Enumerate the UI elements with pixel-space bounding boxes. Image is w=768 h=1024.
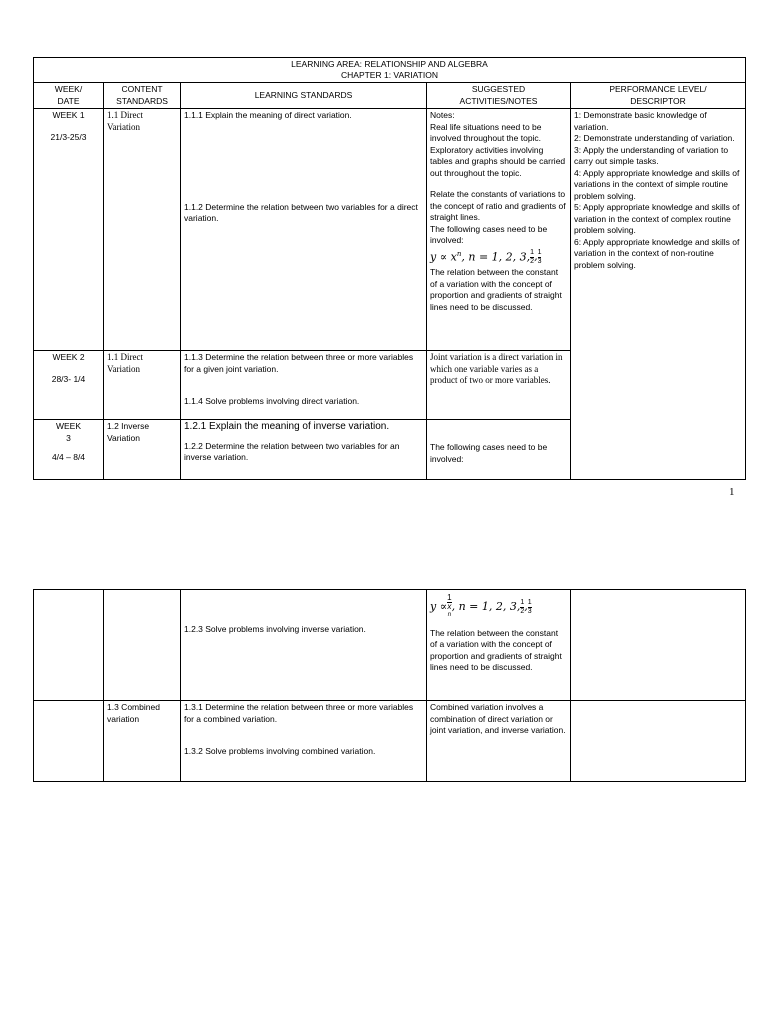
page-number: 1 xyxy=(729,486,735,498)
week1-content-standard-b: Variation xyxy=(107,121,140,132)
table-title-row xyxy=(34,58,746,83)
frac2-den: 3 xyxy=(537,258,542,266)
ls-1-2-2: 1.2.2 Determine the relation between two variables for an inverse variation. xyxy=(184,440,400,462)
inv-formula-lhs: y ∝ xyxy=(430,600,448,614)
week1-date: 21/3-25/3 xyxy=(50,131,87,142)
inv-formula-mid: , n = 1, 2, 3, xyxy=(451,600,521,614)
notes-line-2: Exploratory activities involving tables and graphs should be carried out throughout the topic. xyxy=(430,144,566,178)
combined-variation-row xyxy=(34,701,746,782)
column-header-row xyxy=(34,83,746,109)
inv-frac-num: 1 xyxy=(447,593,452,602)
inv-frac-den: x xyxy=(447,602,452,611)
frac1-num: 1 xyxy=(530,249,535,257)
col-performance: PERFORMANCE LEVEL/ xyxy=(609,84,707,94)
notes-relate: Relate the constants of variations to the concept of ratio and gradients of straight lines. xyxy=(430,189,566,222)
combined-content-standard: 1.3 Combined xyxy=(107,702,160,712)
inv-frac-den-exp: n xyxy=(447,612,452,618)
inv-frac1-num: 1 xyxy=(520,599,525,607)
col-learning-standards: LEARNING STANDARDS xyxy=(254,89,353,100)
ls-1-2-1: 1.2.1 Explain the meaning of inverse variation. xyxy=(184,421,390,432)
week3-label: WEEK xyxy=(55,421,82,431)
week1-row xyxy=(34,109,746,351)
col-week: WEEK/ xyxy=(54,84,83,94)
week2-label: WEEK 2 xyxy=(52,352,85,362)
week3-content-standard: 1.2 Inverse xyxy=(107,421,150,431)
week1-content-standard: 1.1 Direct xyxy=(107,110,143,120)
performance-level-6: 6: Apply appropriate knowledge and skills of variation in the context of non-routine problem solving. xyxy=(574,236,740,270)
col-date: DATE xyxy=(57,95,80,106)
ls-1-3-1: 1.3.1 Determine the relation between three or more variables for a combined variation. xyxy=(184,702,414,724)
frac2-num: 1 xyxy=(537,249,542,257)
col-activities: ACTIVITIES/NOTES xyxy=(459,95,538,106)
ls-1-1-3: 1.1.3 Determine the relation between three or more variables for a given joint variation. xyxy=(184,352,414,374)
combined-notes: Combined variation involves a combination of direct variation or joint variation, and inverse variation. xyxy=(430,702,566,735)
formula-lhs: y ∝ x xyxy=(430,250,457,264)
performance-level-3: 3: Apply the understanding of variation to carry out simple tasks. xyxy=(574,144,729,166)
inv-frac1-den: 2 xyxy=(520,608,525,616)
performance-level-5: 5: Apply appropriate knowledge and skills of variation in the context of complex routine problem solving. xyxy=(574,202,740,235)
col-suggested: SUGGESTED xyxy=(471,84,526,94)
notes-relation: The relation between the constant of a variation with the concept of proportion and gradients of straight lines need to be discussed. xyxy=(430,267,562,312)
notes-cases: The following cases need to be involved: xyxy=(430,223,548,245)
performance-level-1: 1: Demonstrate basic knowledge of variation. xyxy=(574,110,707,132)
ls-1-3-2: 1.3.2 Solve problems involving combined variation. xyxy=(184,746,376,756)
ls-1-1-4: 1.1.4 Solve problems involving direct variation. xyxy=(184,396,360,406)
syllabus-table-page2 xyxy=(33,589,746,782)
formula-mid: , n = 1, 2, 3, xyxy=(461,250,531,264)
week2-content-standard-b: Variation xyxy=(107,363,140,374)
week3-notes: The following cases need to be involved: xyxy=(430,442,548,464)
week1-notes xyxy=(430,110,567,179)
week2-notes: Joint variation is a direct variation in which one variable varies as a product of two or more variables. xyxy=(430,352,563,385)
week3-date: 4/4 – 8/4 xyxy=(51,452,86,462)
week2-content-standard: 1.1 Direct xyxy=(107,352,143,362)
col-descriptor: DESCRIPTOR xyxy=(630,95,686,106)
frac1-den: 2 xyxy=(530,258,535,266)
ls-1-1-1: 1.1.1 Explain the meaning of direct variation. xyxy=(184,110,352,120)
inv-frac2-num: 1 xyxy=(527,599,532,607)
formula-exp: n xyxy=(456,249,462,258)
performance-level-4: 4: Apply appropriate knowledge and skills of variations in the context of simple routine problem solving. xyxy=(574,167,740,201)
notes-heading: Notes: xyxy=(430,110,455,120)
learning-area-title: LEARNING AREA: RELATIONSHIP AND ALGEBRA xyxy=(291,59,488,69)
ls-1-2-3: 1.2.3 Solve problems involving inverse variation. xyxy=(184,624,366,634)
ls-1-1-2: 1.1.2 Determine the relation between two variables for a direct variation. xyxy=(184,201,418,223)
direct-variation-formula: $y \propto x^n$, n = 1, 2, 3, $\frac{1}{2}$ , $\frac{1}{3}$ xyxy=(430,249,542,266)
notes-line-1: Real life situations need to be involved throughout the topic. xyxy=(430,121,542,143)
chapter-title: CHAPTER 1: VARIATION xyxy=(341,70,438,80)
col-standards: STANDARDS xyxy=(116,95,168,106)
inv-frac2-den: 3 xyxy=(527,608,532,616)
inverse-continued-row xyxy=(34,590,746,701)
inverse-variation-formula: y ∝ 1 x $^n$ , n = 1, 2, 3, $\frac{1}{2}$ , $\frac{1}{3}$ xyxy=(430,593,532,618)
performance-level-2: 2: Demonstrate understanding of variation. xyxy=(574,133,735,143)
col-content: CONTENT xyxy=(121,84,163,94)
week1-label: WEEK 1 xyxy=(52,110,85,120)
syllabus-table-page1 xyxy=(33,57,746,480)
week3-content-standard-b: Variation xyxy=(107,432,140,443)
week2-date: 28/3- 1/4 xyxy=(51,373,86,384)
inverse-notes: The relation between the constant of a variation with the concept of proportion and gradients of straight lines need to be discussed. xyxy=(430,627,562,673)
week3-number: 3 xyxy=(66,432,71,443)
combined-content-standard-b: variation xyxy=(107,713,140,724)
